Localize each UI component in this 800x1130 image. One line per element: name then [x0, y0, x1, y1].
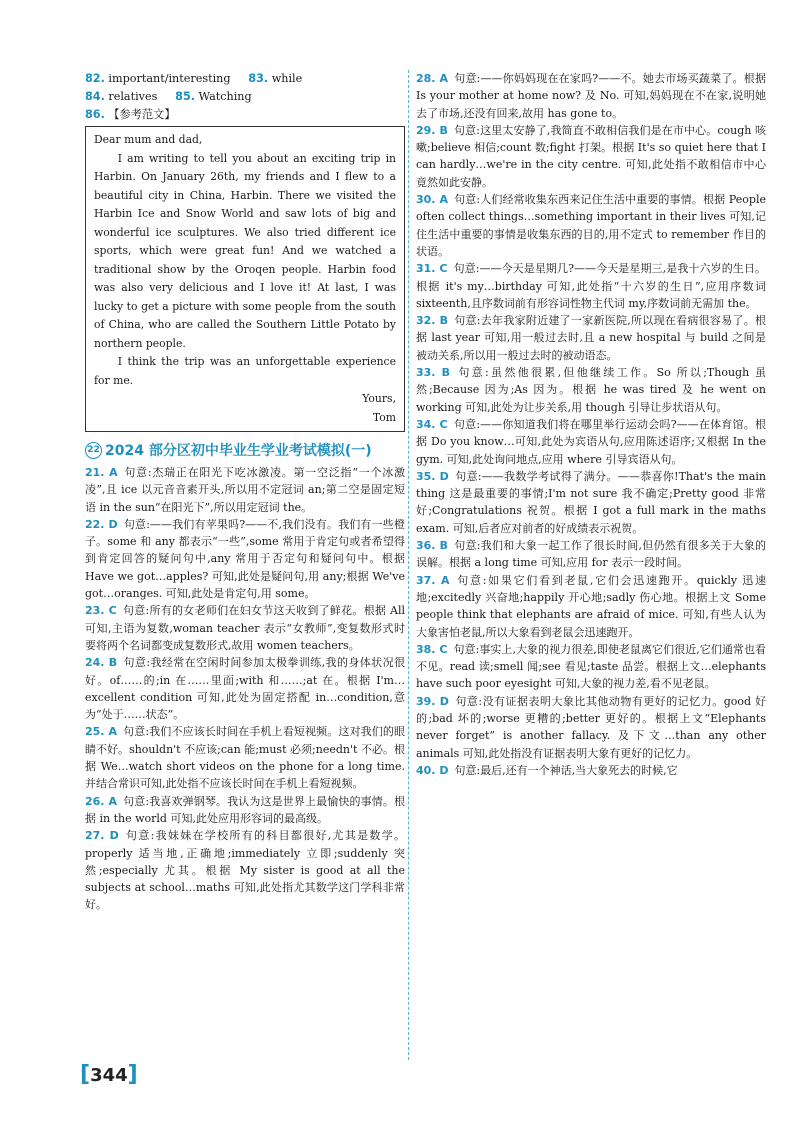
answer-explanation: 句意:人们经常收集东西来记住生活中重要的事情。根据 People often collect things…something important in their lives 可知,记住生活中重要的事情是收集东西的目的,用不定式 to remember 作目的状语。	[416, 193, 766, 258]
answer-explanation: 句意:我经常在空闲时间参加太极拳训练,我的身体状况很好。of……的;in 在……里面;with 和……;at 在。根据 I'm…excellent condition 可知,此处为固定搭配 in…condition,意为“处于……状态”。	[85, 656, 406, 722]
answer-line-86	[85, 106, 405, 124]
answer-explanation: 句意:所有的女老师们在妇女节这天收到了鲜花。根据 All 可知,主语为复数,woman teacher 表示“女教师”,变复数形式时要将两个名词都变成复数形式,故用 women teachers。	[85, 604, 405, 652]
answer-explanation: 句意:没有证据表明大象比其他动物有更好的记忆力。good 好的;bad 坏的;worse 更糟的;better 更好的。根据上文“Elephants never forget” is another fallacy. 及下文…than any other animals 可知,此处指没有证据表明大象有更好的记忆力。	[416, 694, 766, 760]
answer-number: 83.	[248, 72, 269, 85]
left-answer-list	[85, 464, 405, 914]
answer-explanation: 句意:如果它们看到老鼠,它们会迅速跑开。quickly 迅速地;excitedly 兴奋地;happily 开心地;sadly 伤心地。根据上文 Some people think that elephants are afraid of mice. 可知,有些人认为大象害怕老鼠,所以大象看到老鼠会迅速跑开。	[416, 573, 766, 639]
answer-explanation: 句意:——今天是星期几?——今天是星期三,是我十六岁的生日。根据 it's my…birthday 可知,此处指“十六岁的生日”,应用序数词 sixteenth,且序数词前有形容词性物主代词 my,序数词前无需加 the。	[416, 262, 766, 310]
answer-number: 38. C	[416, 642, 448, 656]
answer-number: 40. D	[416, 763, 449, 777]
letter-paragraph-2: I think the trip was an unforgettable experience for me.	[94, 355, 396, 387]
answer-number: 39. D	[416, 694, 449, 708]
section-header	[85, 440, 405, 460]
answer-item	[416, 762, 766, 779]
answer-item	[85, 516, 405, 602]
answer-number: 21. A	[85, 466, 118, 479]
right-column	[416, 70, 766, 779]
sample-letter	[85, 126, 405, 432]
answer-number: 37. A	[416, 573, 450, 587]
page-number	[80, 1062, 138, 1087]
letter-paragraph-1: I am writing to tell you about an exciting trip in Harbin. On January 26th, my friends and I flew to a beautiful city in China, Harbin. There we visited the Harbin Ice and Snow World and saw lots of big and wonderful ice sculptures. We also tried different ice sports, which were great fun! And we watched a traditional show by the Oroqen people. Harbin food was also very delicious and I love it! At last, I was lucky to get a picture with some people from the south of China, who are called the Southern Little Potato by northern people.	[94, 151, 396, 350]
answer-item	[416, 312, 766, 364]
answer-explanation: 句意:去年我家附近建了一家新医院,所以现在看病很容易了。根据 last year 可知,用一般过去时,且 a new hospital 与 build 之间是被动关系,所以用一般过去时的被动语态。	[416, 314, 767, 362]
answer-item	[416, 537, 766, 572]
page-number-text: 344	[90, 1065, 128, 1086]
answer-number: 29. B	[416, 123, 448, 137]
answer-explanation: 句意:——我数学考试得了满分。——恭喜你!That's the main thing 这是最重要的事情;I'm not sure 我不确定;Pretty good 非常好;Congratulations 祝贺。根据 I got a full mark in the maths exam. 可知,后者应对前者的好成绩表示祝贺。	[416, 469, 767, 535]
answer-number: 82.	[85, 72, 105, 85]
answer-number: 26. A	[85, 794, 117, 808]
answer-item	[85, 464, 405, 516]
answer-explanation: 句意:最后,还有一个神话,当大象死去的时候,它	[454, 763, 678, 777]
answer-number: 28. A	[416, 72, 449, 85]
answer-number: 33. B	[416, 366, 451, 380]
answer-number: 30. A	[416, 193, 448, 207]
answer-number: 32. B	[416, 314, 448, 328]
answer-explanation: 句意:杰瑞正在阳光下吃冰激凌。第一空泛指“一个冰激凌”,且 ice 以元音音素开头,所以用不定冠词 an;第二空是固定短语 in the sun“在阳光下”,所以用定冠词 the。	[85, 466, 405, 514]
answer-explanation: 句意:——我们有苹果吗?——不,我们没有。我们有一些橙子。some 和 any 都表示“一些”,some 常用于肯定句或者希望得到肯定回答的疑问句中,any 常用于否定句和疑问句中。根据 Have we got…apples? 可知,此处是疑问句,用 any;根据 We've got…oranges. 可知,此处是肯定句,用 some。	[85, 517, 405, 601]
answer-line-84-85	[85, 88, 405, 106]
page-number-open-bracket: [	[80, 1062, 91, 1087]
answer-number: 36. B	[416, 539, 448, 553]
answer-item	[85, 827, 405, 913]
column-divider	[408, 70, 409, 1060]
answer-item	[85, 654, 405, 723]
answer-text: Watching	[198, 90, 252, 103]
answer-explanation: 句意:虽然他很累,但他继续工作。So 所以;Though 虽然;Because 因为;As 因为。根据 he was tired 及 he went on working 可知,此处为让步关系,用 though 引导让步状语从句。	[416, 366, 766, 414]
answer-item	[416, 468, 766, 537]
letter-closing: Yours,	[362, 392, 396, 405]
answer-explanation: 句意:——你妈妈现在在家吗?——不。她去市场买蔬菜了。根据 Is your mother at home now? 及 No. 可知,妈妈现在不在家,说明她去了市场,还没有回来,故用 has gone to。	[416, 72, 766, 120]
answer-item	[416, 572, 766, 641]
answer-number: 84.	[85, 90, 105, 103]
answer-number: 34. C	[416, 417, 448, 431]
answer-number: 31. C	[416, 262, 448, 276]
answer-explanation: 句意:我们和大象一起工作了很长时间,但仍然有很多关于大象的误解。根据 a long time 可知,应用 for 表示一段时间。	[416, 539, 767, 570]
letter-signature: Tom	[372, 410, 396, 424]
answer-number: 35. D	[416, 469, 449, 483]
answer-item	[85, 793, 405, 828]
answer-number: 86.	[85, 108, 105, 121]
answer-explanation: 句意:我喜欢弹钢琴。我认为这是世界上最愉快的事情。根据 in the world 可知,此处应用形容词的最高级。	[85, 794, 405, 825]
letter-greeting: Dear mum and dad,	[94, 133, 203, 146]
right-answer-list	[416, 70, 766, 779]
answer-item	[416, 191, 766, 260]
section-number-badge: 22	[85, 442, 102, 459]
answer-explanation: 句意:事实上,大象的视力很差,即使老鼠离它们很近,它们通常也看不见。read 读;smell 闻;see 看见;taste 品尝。根据上文…elephants have such poor eyesight 可知,大象的视力差,看不见老鼠。	[416, 642, 766, 691]
answer-item	[85, 723, 405, 792]
answer-number: 85.	[175, 90, 195, 103]
answer-explanation: 句意:这里太安静了,我简直不敢相信我们是在市中心。cough 咳嗽;believe 相信;count 数;fight 打架。根据 It's so quiet here that I can hardly…we're in the city centre. 可知,此处指不敢相信市中心竟然如此安静。	[416, 123, 767, 189]
left-column	[85, 70, 405, 914]
sample-essay-label: 【参考范文】	[108, 108, 176, 121]
answer-text: while	[271, 72, 303, 85]
answer-text: important/interesting	[108, 72, 231, 85]
answer-item	[416, 70, 766, 122]
answer-item	[85, 602, 405, 654]
answer-number: 25. A	[85, 725, 117, 739]
answer-explanation: 句意:——你知道我们将在哪里举行运动会吗?——在体育馆。根据 Do you know…可知,此处为宾语从句,应用陈述语序;又根据 In the gym. 可知,此处询问地点,应用 where 引导宾语从句。	[416, 417, 766, 466]
answer-item	[416, 641, 766, 693]
answer-number: 24. B	[85, 656, 118, 670]
answer-number: 27. D	[85, 829, 119, 843]
answer-number: 22. D	[85, 517, 118, 531]
answer-line-82-83	[85, 70, 405, 88]
answer-item	[416, 364, 766, 416]
section-title: 2024 部分区初中毕业生学业考试模拟(一)	[105, 443, 372, 459]
answer-item	[416, 260, 766, 312]
answer-text: relatives	[108, 90, 158, 103]
answer-item	[416, 416, 766, 468]
page-number-close-bracket: ]	[127, 1062, 138, 1087]
answer-explanation: 句意:我妹妹在学校所有的科目都很好,尤其是数学。properly 适当地,正确地;immediately 立即;suddenly 突然;especially 尤其。根据 My sister is good at all the subjects at school…maths 可知,此处指尤其数学这门学科非常好。	[85, 829, 406, 912]
answer-item	[416, 693, 766, 762]
answer-explanation: 句意:我们不应该长时间在手机上看短视频。这对我们的眼睛不好。shouldn't 不应该;can 能;must 必须;needn't 不必。根据 We…watch short videos on the phone for a long time. 并结合常识可知,此处指不应该长时间在手机上看短视频。	[85, 725, 405, 791]
answer-item	[416, 122, 766, 191]
answer-number: 23. C	[85, 604, 117, 618]
